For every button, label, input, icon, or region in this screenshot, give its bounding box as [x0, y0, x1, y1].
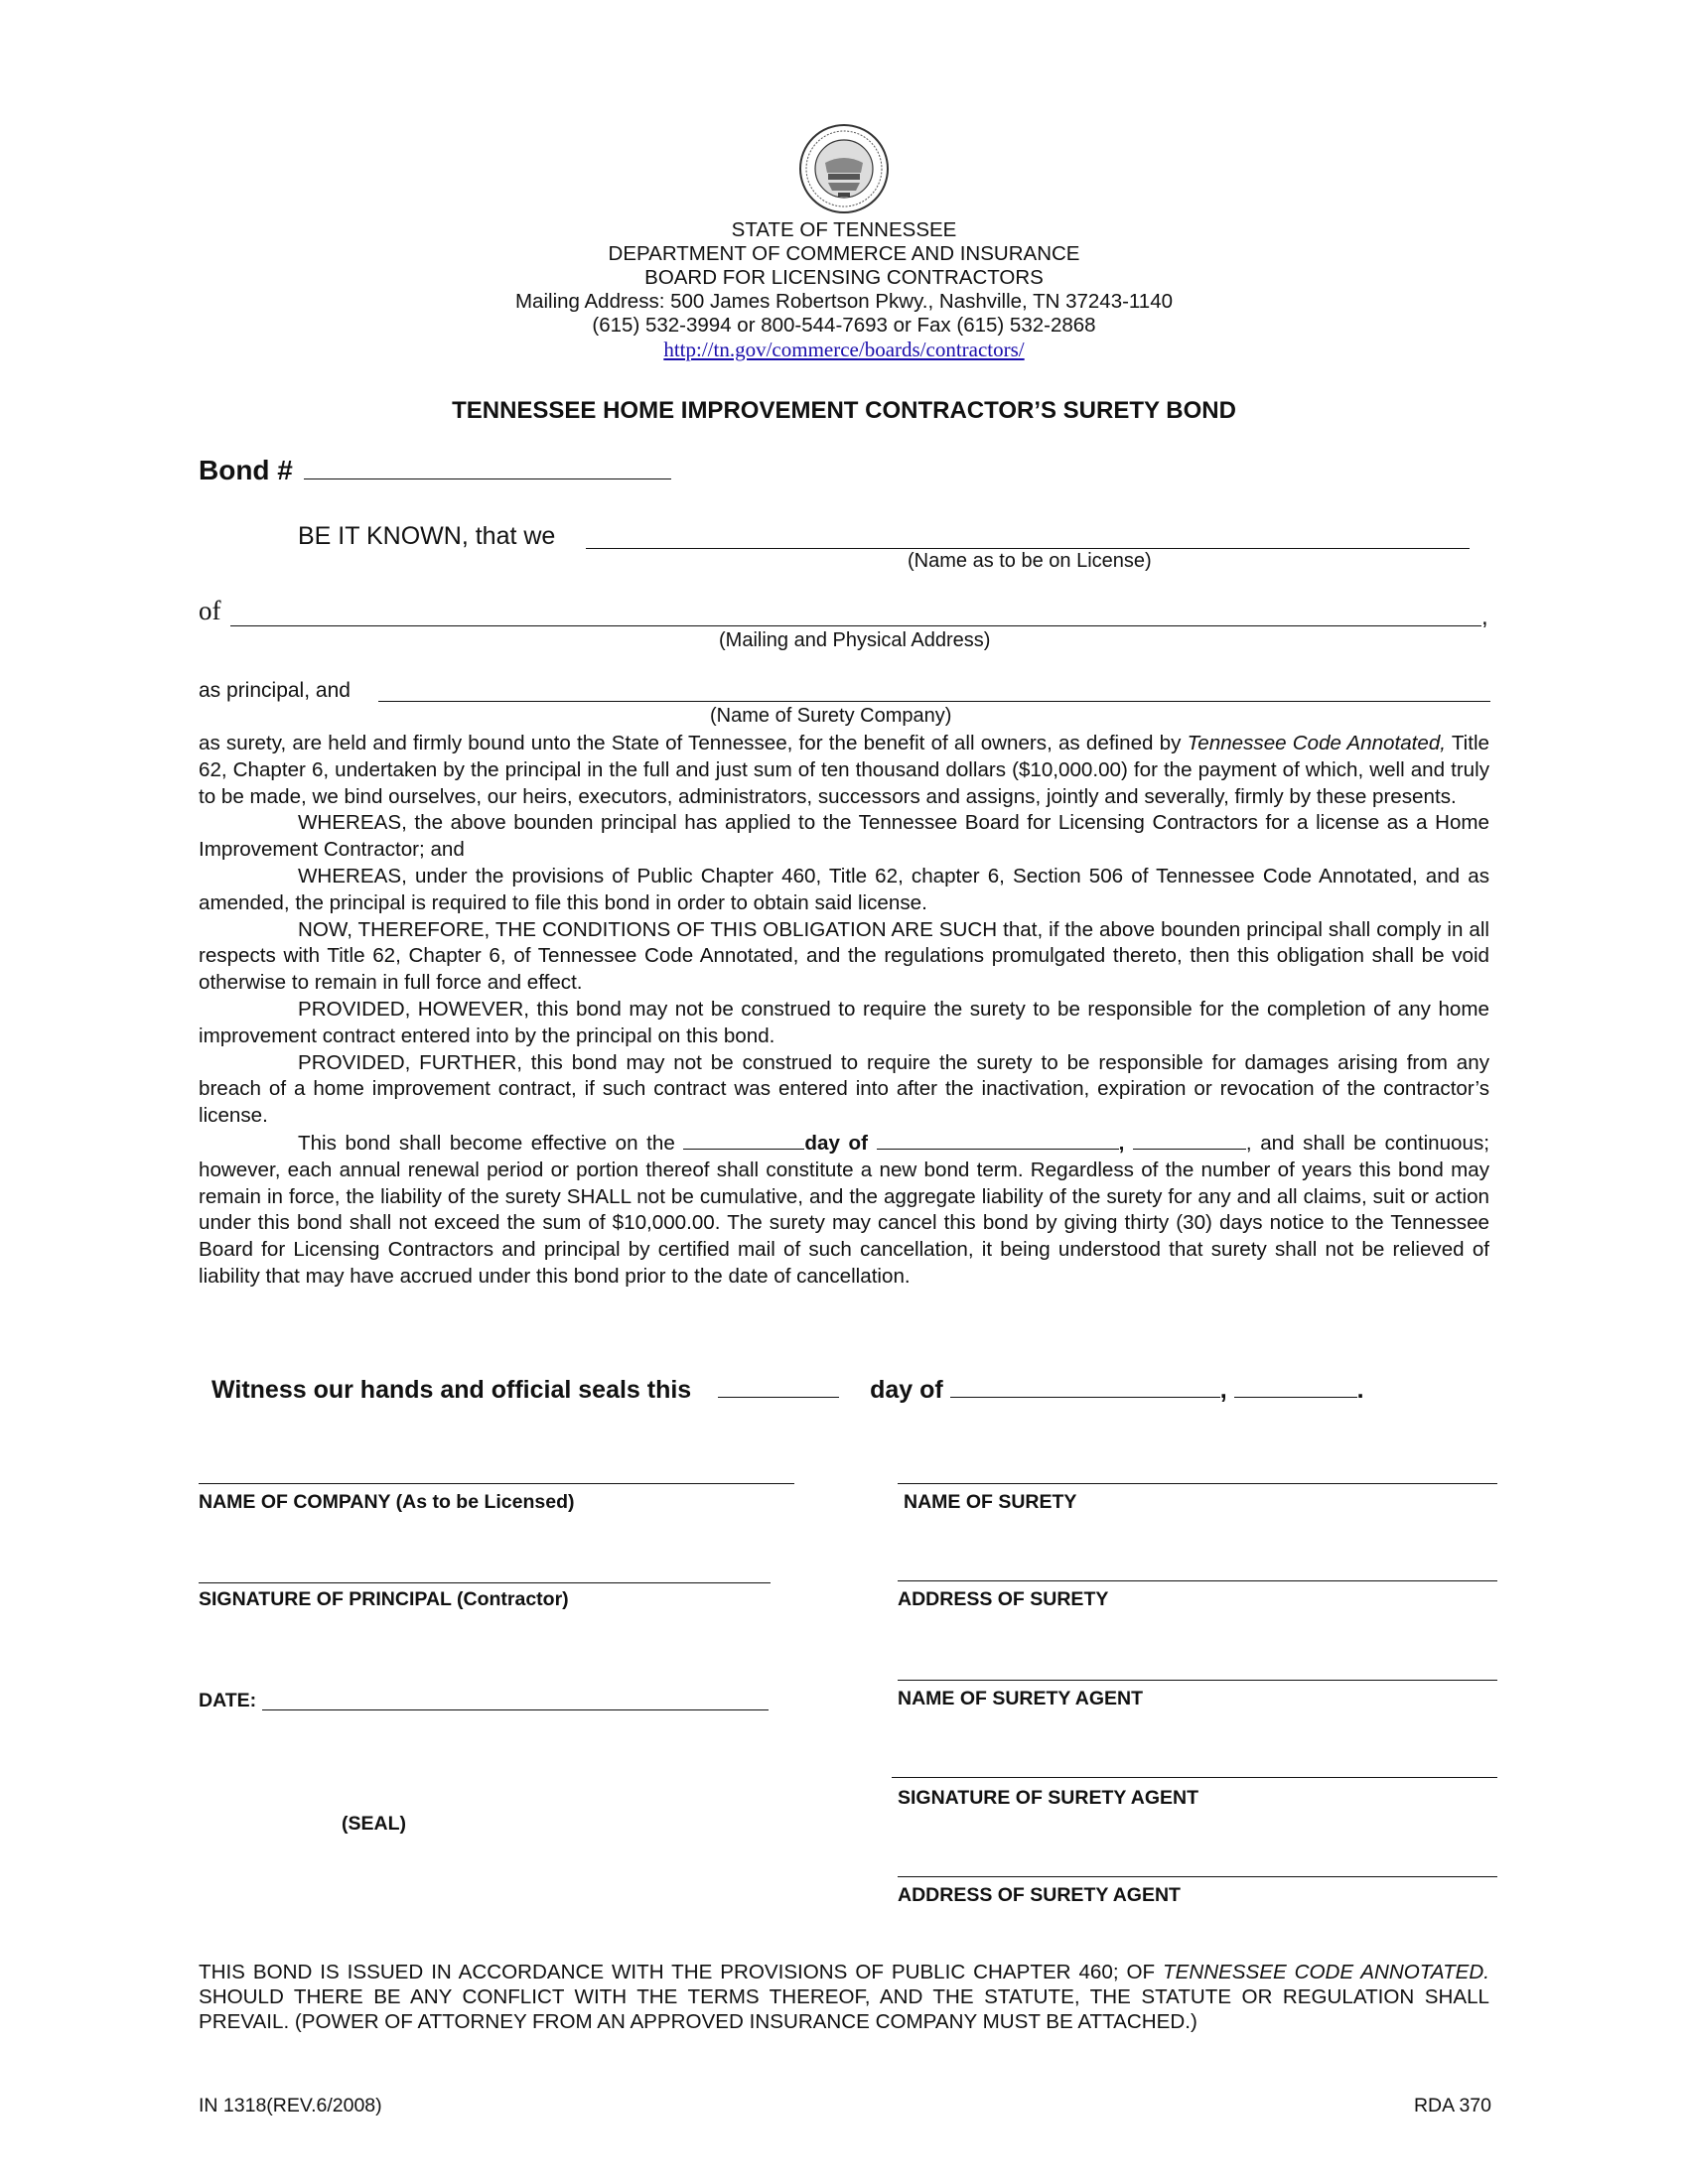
surety-company-field[interactable] — [378, 701, 1490, 702]
footer-notice: THIS BOND IS ISSUED IN ACCORDANCE WITH THE PROVISIONS OF PUBLIC CHAPTER 460; OF TENNESSEE CODE ANNOTATED. SHOULD THERE BE ANY CONFLICT WITH THE TERMS THEREOF, AND THE STATUTE, THE STATUTE OR REGULATION SHALL PREVAIL. (POWER OF ATTORNEY FROM AN APPROVED INSURANCE COMPANY MUST BE ATTACHED.) — [199, 1961, 1489, 2033]
state-seal-logo — [798, 123, 890, 214]
document-title: TENNESSEE HOME IMPROVEMENT CONTRACTOR’S SURETY BOND — [452, 397, 1236, 424]
effective-year-field[interactable] — [1133, 1130, 1246, 1150]
company-name-line[interactable] — [199, 1483, 794, 1484]
witness-day-field[interactable] — [718, 1375, 839, 1398]
header-board: BOARD FOR LICENSING CONTRACTORS — [644, 266, 1044, 289]
rda-number: RDA 370 — [1413, 2095, 1491, 2116]
paragraph-effective-date: This bond shall become effective on the day of , , and shall be continuous; however, each annual renewal period or portion thereof shall constitute a new bond term. Regardless of the number of years this bond may remain in force, the liability of the surety SHALL not be cumulative, and the aggregate liability of the surety for any and all claims, suit or action under this bond shall not exceed the sum of $10,000.00. The surety may cancel this bond by giving thirty (30) days notice to the Tennessee Board for Licensing Contractors and principal by certified mail of such cancellation, it being understood that surety shall not be relieved of liability that may have accrued under this bond prior to the date of cancellation. — [199, 1131, 1489, 1288]
header-mailing-address: Mailing Address: 500 James Robertson Pkwy., Nashville, TN 37243-1140 — [514, 290, 1174, 313]
effective-month-field[interactable] — [877, 1130, 1119, 1150]
be-it-known-label: BE IT KNOWN, that we — [298, 522, 556, 550]
principal-label: as principal, and — [199, 679, 351, 702]
surety-address-label: ADDRESS OF SURETY — [898, 1588, 1109, 1610]
surety-name-label: NAME OF SURETY — [904, 1491, 1077, 1513]
paragraph-now-therefore: NOW, THEREFORE, THE CONDITIONS OF THIS OBLIGATION ARE SUCH that, if the above bounden principal shall comply in all respects with Title 62, Chapter 6, of Tennessee Code Annotated, and the regulations promulgated thereto, then this obligation shall be void otherwise to remain in full force and effect. — [199, 917, 1489, 995]
surety-agent-signature-label: SIGNATURE OF SURETY AGENT — [898, 1787, 1198, 1809]
address-hint: (Mailing and Physical Address) — [719, 629, 991, 651]
form-id: IN 1318(REV.6/2008) — [199, 2095, 382, 2116]
licensee-name-hint: (Name as to be on License) — [908, 550, 1152, 572]
date-label: DATE: — [199, 1690, 257, 1711]
licensee-name-field[interactable] — [586, 548, 1470, 549]
principal-signature-line[interactable] — [199, 1582, 771, 1583]
surety-agent-name-line[interactable] — [898, 1680, 1497, 1681]
witness-year-field[interactable] — [1234, 1375, 1357, 1398]
header-phone: (615) 532-3994 or 800-544-7693 or Fax (615) 532-2868 — [592, 314, 1096, 337]
header-state: STATE OF TENNESSEE — [731, 218, 957, 241]
address-field[interactable] — [230, 625, 1481, 626]
surety-company-hint: (Name of Surety Company) — [710, 705, 952, 727]
witness-month-field[interactable] — [950, 1375, 1220, 1398]
board-website-link[interactable]: http://tn.gov/commerce/boards/contractors/ — [663, 338, 1025, 361]
bond-number-label: Bond # — [199, 455, 293, 485]
paragraph-whereas-provisions: WHEREAS, under the provisions of Public Chapter 460, Title 62, chapter 6, Section 506 of Tennessee Code Annotated, and as amended, the principal is required to file this bond in order to obtain said license. — [199, 864, 1489, 914]
bond-number-field[interactable] — [304, 478, 671, 479]
header-department: DEPARTMENT OF COMMERCE AND INSURANCE — [608, 242, 1080, 265]
address-comma: , — [1481, 604, 1488, 630]
paragraph-whereas-applied: WHEREAS, the above bounden principal has applied to the Tennessee Board for Licensing Contractors for a license as a Home Improvement Contractor; and — [199, 811, 1489, 862]
surety-agent-address-line[interactable] — [898, 1876, 1497, 1877]
surety-name-line[interactable] — [898, 1483, 1497, 1484]
effective-day-field[interactable] — [683, 1130, 804, 1150]
surety-agent-signature-line[interactable] — [892, 1777, 1497, 1778]
surety-address-line[interactable] — [898, 1580, 1497, 1581]
of-label: of — [199, 596, 221, 625]
surety-agent-name-label: NAME OF SURETY AGENT — [898, 1688, 1144, 1709]
bond-body-text — [199, 731, 1489, 1291]
paragraph-provided-however: PROVIDED, HOWEVER, this bond may not be construed to require the surety to be responsible for the completion of any home improvement contract entered into by the principal on this bond. — [199, 997, 1489, 1047]
principal-signature-label: SIGNATURE OF PRINCIPAL (Contractor) — [199, 1588, 569, 1610]
company-name-label: NAME OF COMPANY (As to be Licensed) — [199, 1491, 575, 1513]
paragraph-surety-bound: as surety, are held and firmly bound unto the State of Tennessee, for the benefit of all owners, as defined by Tennessee Code Annotated, Title 62, Chapter 6, undertaken by the principal in the full and just sum of ten thousand dollars ($10,000.00) for the payment of which, well and truly to be made, we bind ourselves, our heirs, executors, administrators, successors and assigns, jointly and severally, firmly by these presents. — [199, 732, 1489, 808]
witness-line: Witness our hands and official seals this day of , . — [211, 1376, 1364, 1404]
paragraph-provided-further: PROVIDED, FURTHER, this bond may not be construed to require the surety to be responsible for damages arising from any breach of a home improvement contract, if such contract was entered into after the inactivation, expiration or revocation of the contractor’s license. — [199, 1050, 1489, 1128]
date-field[interactable] — [262, 1709, 769, 1710]
seal-label: (SEAL) — [342, 1813, 406, 1835]
surety-agent-address-label: ADDRESS OF SURETY AGENT — [898, 1884, 1181, 1906]
